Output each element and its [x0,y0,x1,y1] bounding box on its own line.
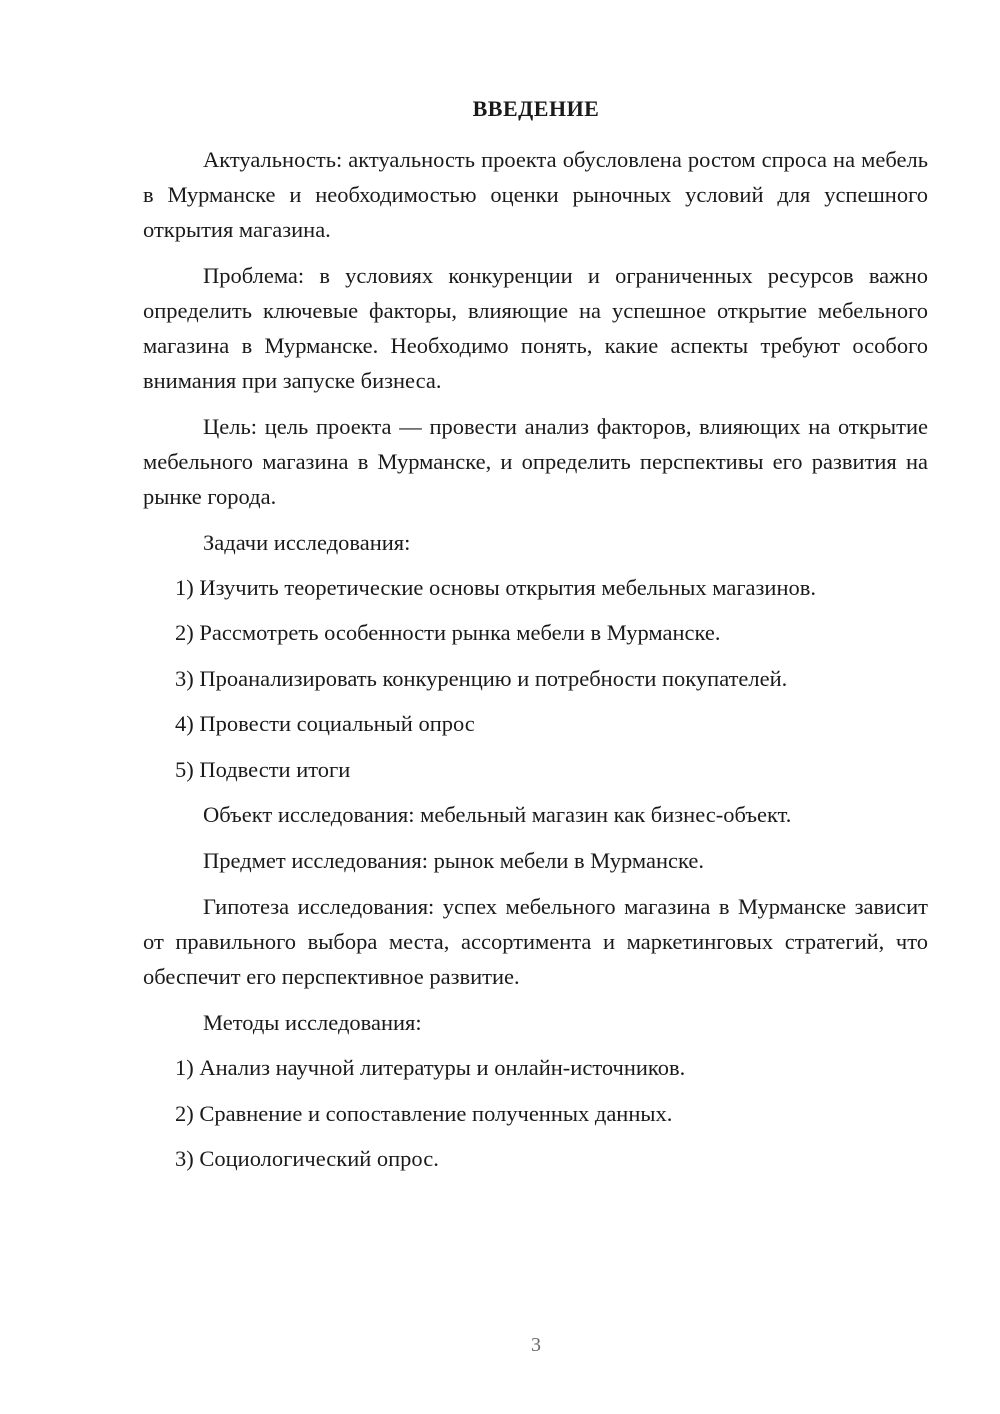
section-heading: ВВЕДЕНИЕ [472,96,600,121]
paragraph-hypothesis: Гипотеза исследования: успех мебельного магазина в Мурманске зависит от правильного выбора места, ассортимента и маркетинговых стратегий, что обеспечит его перспективное развитие. [143,894,928,989]
paragraph-relevance: Актуальность: актуальность проекта обусловлена ростом спроса на мебель в Мурманске и необходимостью оценки рыночных условий для успешного открытия магазина. [143,147,928,242]
tasks-heading: Задачи исследования: [203,530,411,555]
paragraph-goal: Цель: цель проекта — провести анализ факторов, влияющих на открытие мебельного магазина в Мурманске, и определить перспективы его развития на рынке города. [143,414,928,509]
task-item-5: 5) Подвести итоги [175,757,351,782]
page-number: 3 [531,1334,541,1356]
task-item-4: 4) Провести социальный опрос [175,711,475,736]
research-subject: Предмет исследования: рынок мебели в Мурманске. [203,848,704,873]
method-item-2: 2) Сравнение и сопоставление полученных данных. [175,1101,673,1126]
method-item-3: 3) Социологический опрос. [175,1146,439,1171]
task-item-3: 3) Проанализировать конкуренцию и потребности покупателей. [175,666,788,691]
method-item-1: 1) Анализ научной литературы и онлайн-источников. [175,1055,686,1080]
research-object: Объект исследования: мебельный магазин как бизнес-объект. [203,802,792,827]
methods-heading: Методы исследования: [203,1010,422,1035]
paragraph-problem: Проблема: в условиях конкуренции и ограниченных ресурсов важно определить ключевые факторы, влияющие на успешное открытие мебельного магазина в Мурманске. Необходимо понять, какие аспекты требуют особого внимания при запуске бизнеса. [143,263,928,393]
task-item-2: 2) Рассмотреть особенности рынка мебели в Мурманске. [175,620,721,645]
task-item-1: 1) Изучить теоретические основы открытия мебельных магазинов. [175,575,816,600]
